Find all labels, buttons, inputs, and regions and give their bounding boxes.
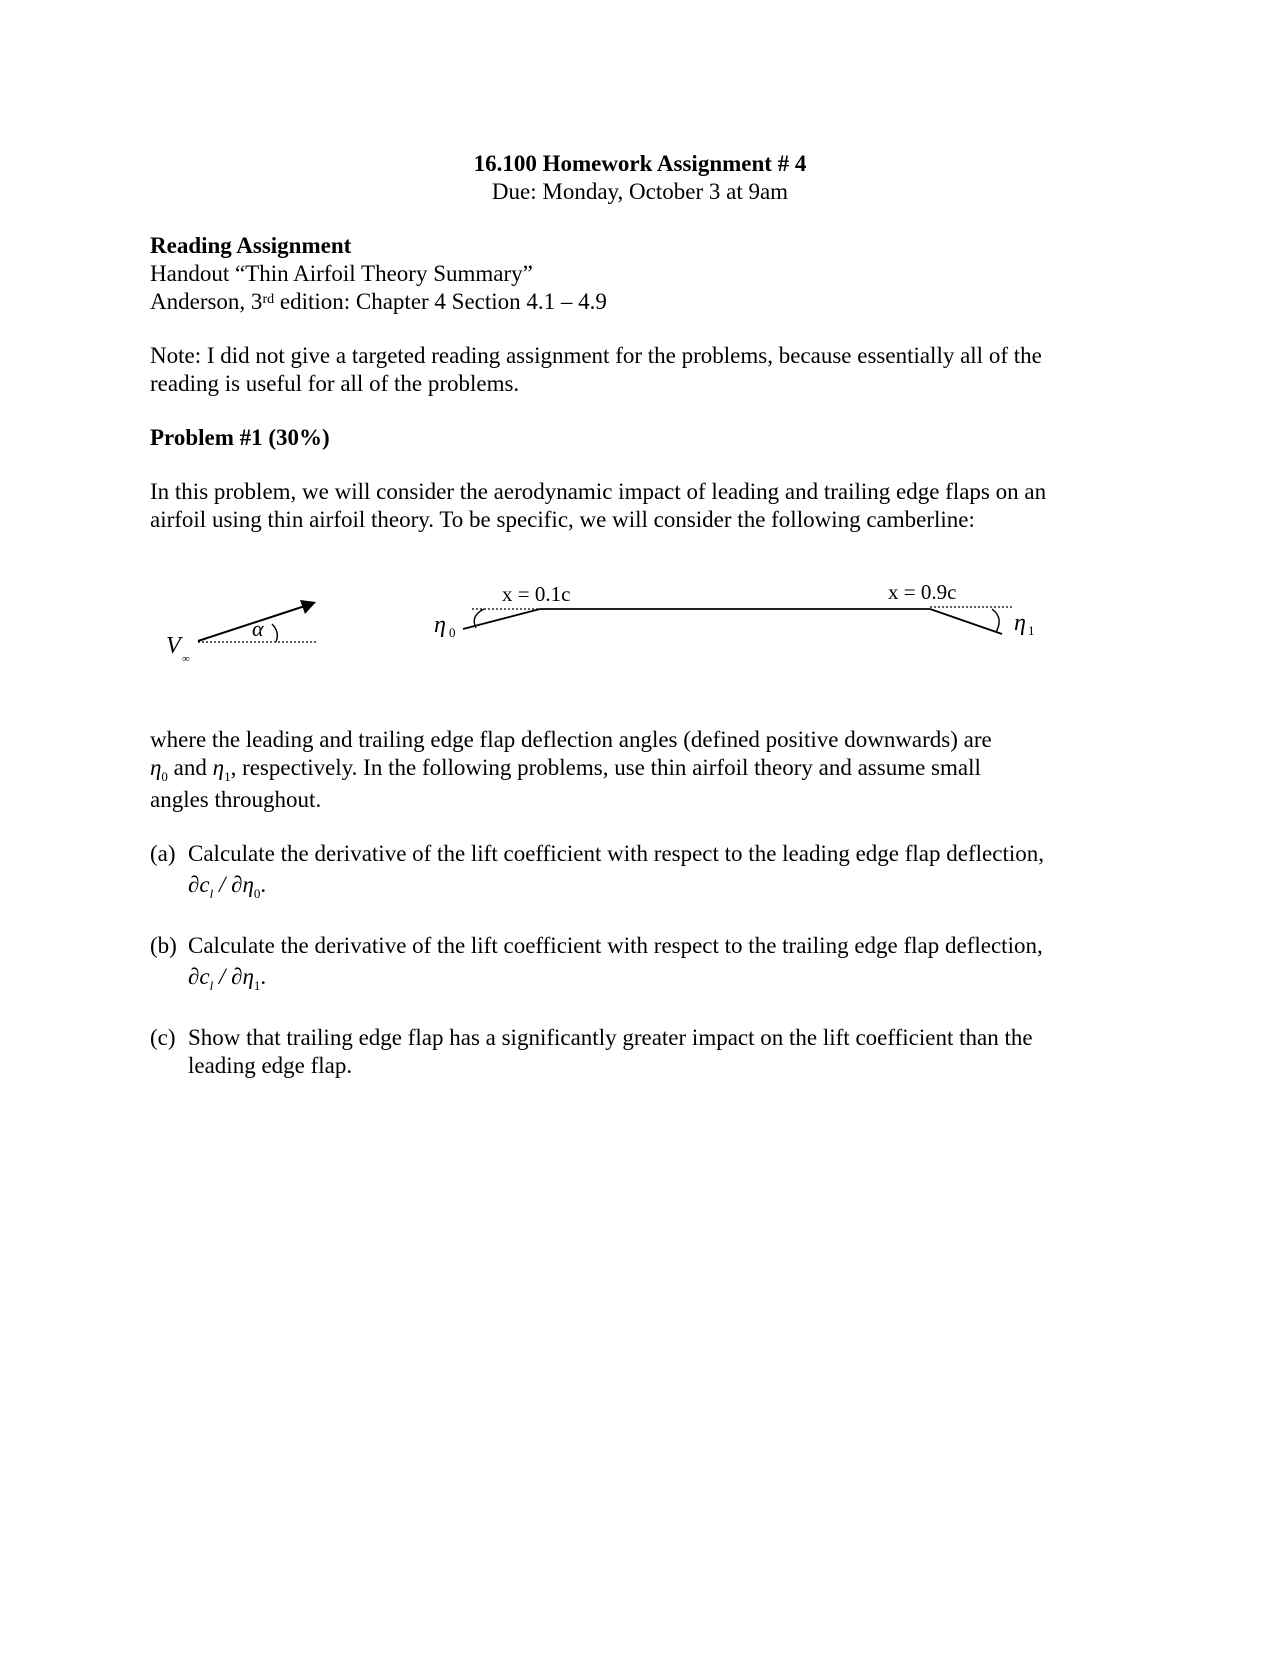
eta1-symbol: η [1014,610,1026,636]
part-a-math-sub-l: l [209,886,214,901]
part-a-math-dc: ∂c [188,872,210,897]
after-line-2-and: and [167,755,213,780]
eta1-arc [992,609,999,632]
v-infinity-subscript: ∞ [182,653,190,665]
problem-1-intro-line-2: airfoil using thin airfoil theory. To be specific, we will consider the following camberline: [150,507,975,532]
after-figure-line-3: angles throughout. [150,787,322,812]
x-leading-label: x = 0.1c [502,582,571,606]
trailing-edge-flap [930,609,1002,634]
problem-1-intro-line-1: In this problem, we will consider the aerodynamic impact of leading and trailing edge flaps on an [150,479,1047,504]
part-a-math-sub-0: 0 [253,886,261,901]
note-line-2: reading is useful for all of the problems. [150,371,520,396]
anderson-suffix: edition: Chapter 4 Section 4.1 – 4.9 [274,289,607,314]
eta1-subscript: 1 [1028,623,1035,638]
part-b-math-deta: / ∂η [213,964,254,989]
after-figure-line-1: where the leading and trailing edge flap deflection angles (defined positive downwards) are [150,727,992,752]
after-figure-line-2 [150,754,981,785]
part-c-label: (c) [150,1025,176,1050]
eta1-inline: η [212,755,225,780]
part-a-math [188,871,266,902]
part-b-math-end: . [260,964,267,989]
alpha-symbol: α [252,616,264,641]
note-line-1: Note: I did not give a targeted reading assignment for the problems, because essentially all of the [150,343,1042,368]
camberline-figure [0,560,1280,670]
reading-anderson [150,288,607,316]
v-infinity-symbol: V [166,633,181,659]
eta0-subscript: 0 [449,625,456,640]
part-a-math-end: . [260,872,267,897]
part-b-math-dc: ∂c [188,964,210,989]
part-b-math-sub-l: l [209,978,214,993]
part-b-label: (b) [150,933,177,958]
part-c-line-1: Show that trailing edge flap has a significantly greater impact on the lift coefficient than the [188,1025,1033,1050]
part-b-math-sub-1: 1 [253,978,261,993]
assignment-title: 16.100 Homework Assignment # 4 [473,151,807,176]
after-line-2-rest: , respectively. In the following problems, use thin airfoil theory and assume small [230,755,981,780]
eta1-inline-sub: 1 [224,769,231,784]
reading-heading: Reading Assignment [150,233,352,258]
part-a-math-deta: / ∂η [213,872,254,897]
eta0-symbol: η [434,612,446,638]
part-b-line-1: Calculate the derivative of the lift coefficient with respect to the trailing edge flap deflection, [188,933,1043,958]
part-c-line-2: leading edge flap. [188,1053,353,1078]
anderson-prefix: Anderson, 3 [150,289,263,314]
problem-1-heading: Problem #1 (30%) [150,425,330,450]
alpha-arc [272,624,277,642]
part-b-math [188,963,266,994]
eta0-inline: η [150,755,162,780]
part-a-label: (a) [150,841,176,866]
eta0-inline-sub: 0 [161,769,168,784]
x-trailing-label: x = 0.9c [888,580,957,604]
anderson-sup: rd [262,292,275,307]
part-a-line-1: Calculate the derivative of the lift coefficient with respect to the leading edge flap deflection, [188,841,1044,866]
camberline-group [434,580,1035,640]
due-date: Due: Monday, October 3 at 9am [491,179,789,204]
freestream-arrow-group [166,600,318,665]
reading-handout: Handout “Thin Airfoil Theory Summary” [150,261,533,286]
